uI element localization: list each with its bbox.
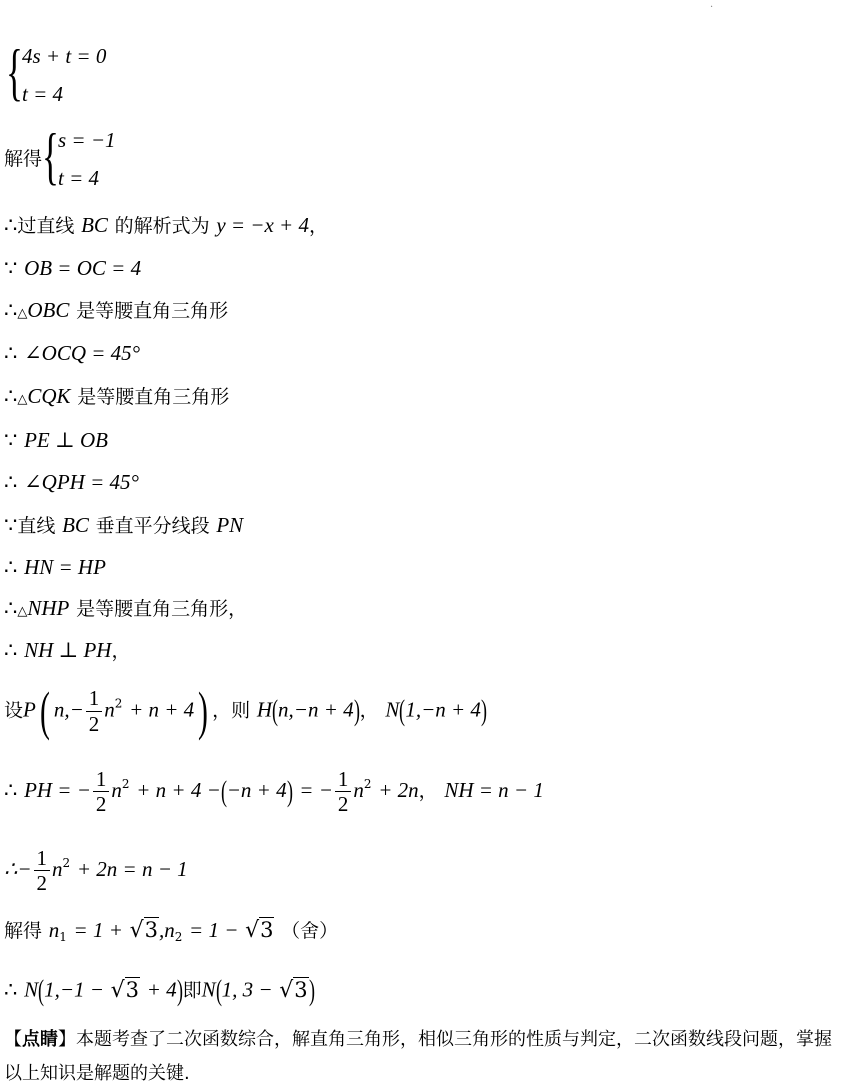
system2-eq1: s = −1: [58, 128, 116, 152]
pe-ob-statement: ∵ PE ⊥ OB: [4, 428, 108, 452]
left-brace: {: [42, 120, 59, 191]
key-point-comment: 【点睛】本题考查了二次函数综合，解直角三角形，相似三角形的性质与判定，二次函数线段问题，掌握以上知识是解题的关键.: [4, 1029, 832, 1084]
fraction: $\frac{1}{2}$: [86, 686, 103, 735]
key-point-text: 本题考查了二次函数综合，解直角三角形，相似三角形的性质与判定，二次函数线段问题，掌握以上知识是解题的关键.: [4, 1029, 832, 1084]
square-root: √3: [279, 977, 308, 1003]
fraction: $\frac{1}{2}$: [34, 846, 51, 895]
bisector-statement: ∵直线 BC 垂直平分线段 PN: [4, 513, 244, 537]
cqk-statement: ∴△CQK 是等腰直角三角形: [4, 384, 230, 408]
roots-line: 解得 $n_1 = 1 + √3,n_2 = 1 - √3$ （舍）: [4, 918, 339, 944]
ocq-angle: ∴ ∠OCQ = 45°: [4, 341, 141, 365]
ph-expression: ∴ PH = − $\frac{1}{2}$ $n^2 + n + 4 -(-n + 4)$ = − $\frac{1}{2}$ $n^2 + 2n$， NH = n − 1: [4, 767, 544, 817]
system2-eq2: t = 4: [58, 166, 100, 190]
ob-oc-statement: ∵ OB = OC = 4: [4, 256, 142, 280]
left-brace: {: [6, 36, 23, 107]
scan-speck: ·: [710, 2, 714, 13]
system1-eq2: t = 4: [22, 82, 64, 106]
square-root: √3: [129, 918, 158, 943]
fraction: $\frac{1}{2}$: [93, 767, 110, 816]
set-points-line: 设P( n,− $\frac{1}{2}$ $n^2 + n + 4$) ，则 H(n,−n + 4)， N(1,−n + 4): [4, 681, 487, 741]
solve-equation: ∴− $\frac{1}{2}$ $n^2 + 2n = n - 1$: [4, 846, 188, 896]
square-root: √3: [245, 918, 274, 943]
key-point-label: 点睛: [22, 1029, 58, 1050]
system1-eq1: 4s + t = 0: [22, 44, 107, 68]
hn-hp-statement: ∴ HN = HP: [4, 555, 106, 579]
nh-ph-statement: ∴ NH ⊥ PH，: [4, 638, 131, 662]
nhp-statement: ∴△NHP 是等腰直角三角形，: [4, 596, 248, 620]
obc-statement: ∴△OBC 是等腰直角三角形: [4, 298, 229, 322]
fraction: $\frac{1}{2}$: [335, 767, 352, 816]
solve-label: 解得: [4, 148, 43, 170]
qph-angle: ∴ ∠QPH = 45°: [4, 470, 139, 494]
square-root: √3: [110, 977, 140, 1003]
line-bc-expression: ∴过直线 BC 的解析式为 y = −x + 4，: [4, 213, 328, 237]
answer-line: ∴ N(1,−1 − √3 + 4)即N(1, 3 − √3): [4, 974, 315, 1007]
